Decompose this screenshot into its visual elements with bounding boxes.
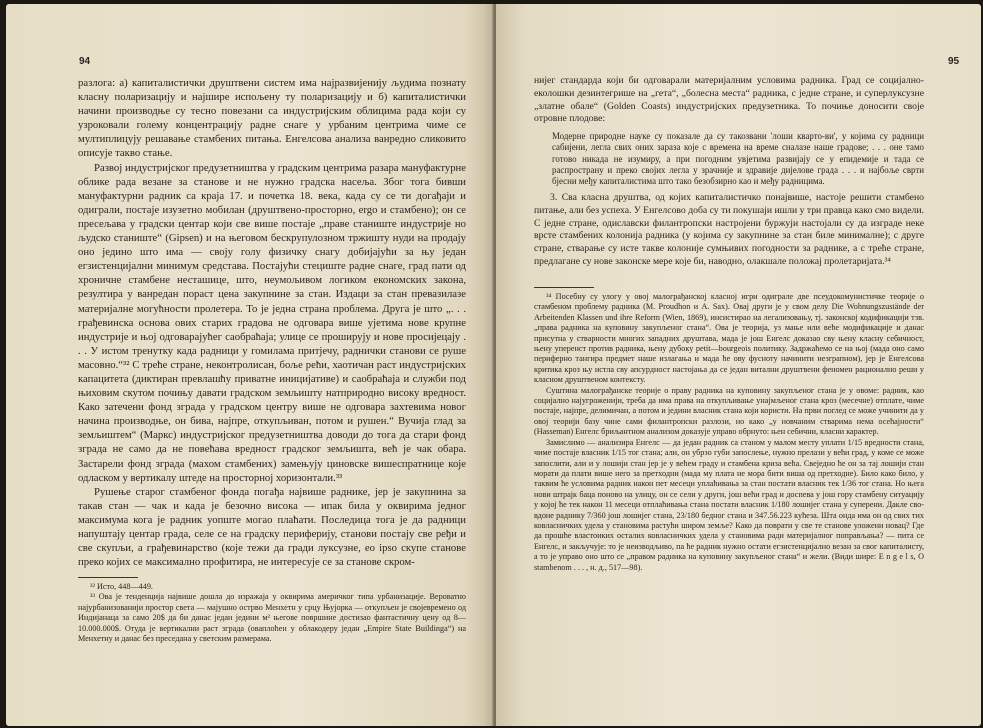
- footnote-divider: [534, 287, 594, 288]
- right-page: [496, 4, 981, 726]
- main-text: [534, 75, 924, 269]
- footnotes: [78, 577, 466, 644]
- footnote: Замислимо — анализира Енгелс — да један радник са станом у малом месту уплати 1/15 вредности стана, чиме постаје власник 1/15 тог стана; али, он убрзо губи запослење, нужно прелази у већи град, у коме се може запослити, али и у лошији стан јер је у већем граду и стамбена криза већа. Свеједно ће он за тај лошији стан морати да плати више него за претходни (мада му плата не мора бити виша од претходне). Било како било, у таквим ће условима радник након пет месеци уплаћивања за стан постати власник тек 1/36 тог стана. Но њега нови штрајк баца поново на улицу, он се сели у други, још већи град и доспева у још гору стамбену ситуацију у којој ће тек након 11 месеци отплаћивања стана постати власник 1/180 лошијег стана у суперени. Дакле сво-вдоне раднику 7/360 још лошијег стана, 23/180 бедног стана и 347.56.223 кућеза. Шта онда има он од свих тих ковласничких удела у становима растући широм земље? Како да поврати у све те станове уложени новац? Где да прошће властоиких осталих ковласничких удела у становима ради материјалног поправљања? — пита се Енгелс, и закључује: то је неизводљиво, па ће радник нужно остати егзистенцијално везан за свог капиталисту, а то је управо оно што се „правом радника на куповину закупљеног стана“ и жели. (Види шире: Е n g e l s, O stambenom . . . , н. д., 517—98).: [534, 437, 924, 572]
- block-quote: Модерне природне науке су показале да су такозвани 'лоши кварто-ви', у којима су радници сабијени, легла свих оних зараза које с времена на време сналазе наше градове; . . . оне тамо готово никада не изумиру, а при погодним увјетима развијају се у епидемије и тада се распространу и преко својих легла у зрачније и здравије дијелове града . . . и најбоље сврти бјесни међу капиталистима што тако безобзирно као и међу радницима.: [552, 131, 924, 186]
- footnote-divider: [78, 577, 138, 578]
- paragraph: нијег стандарда који би одговарали материјалним условима радника. Град се социјално-еколошки дезинтегрише на „гета“, „болесна места“ радника, с једне стране, и суперлуксузне „златне обале“ (Golden Coasts) индустријских предузетника. То почиње доносити своје отровне плодове:: [534, 75, 924, 125]
- page-number: 94: [79, 56, 91, 67]
- main-text: [78, 76, 466, 569]
- paragraph: Развој индустријског предузетништва у градским центрима разара мануфактурне облике рада везане за станове и не нужно градска насеља. Због тога бивши мануфактурни радник са краја 17. и почетка 18. века, када су се ти догађаји и одиграли, постаје изузетно мобилан (друштвено-просторно, ergo и стамбено); он се пресељава у градски центар који све више постаје „праве станиште индустрије но људско станиште“ (Gipsen) и на његовом бескрупулозном тржишту нуди на продају оно једино што има — своју голу физичку снагу добијајући за њу један егзистенцијални минимум средстава. Постајући стециште радне снаге, град пати од хроничне стамбене несташице, што, неумољивом логиком економских закона, резултира у ванредан пораст цена закупнине за стан. Издаци за стан превазилазе материјалне могућности пролетера. То је једна страна проблема. Друга је што „. . . грађевинска основа ових старих градова не одговара више ујетима нове крупне индустрије и њој одговарајућег саобраћаја; улице се проширују и нове просијецају . . . У истом тренутку када радници у гомилама притјечу, раднички станови се руше масовно.“³² С треће стране, неконтролисан, боље рећи, хаотичан раст индустријских капацитета (диктиран превлашћу приватне иницијативе) и саобраћаја и служби под њиховим скутом почињу давати градском земљишту натприродно високу вредност. Како затечени фонд зграда у градском центру више не одговара захтевима новог начина производње, он бива, најпре, откупљиван, потом и рушен.“ Вучија глад за земљиштем“ (Маркс) индустријског предузетништва доводи до тога да стари фонд зграда не само да не повећава вредност градског земљишта, већ је чак обара. Застарели фонд зграда (махом стамбених) замењују циновске вишеспратнице које одласком у вертикалу штеде на просторној хоризонтали.³³: [78, 161, 466, 484]
- page-number: 95: [948, 56, 960, 67]
- footnote: ³³ Ова је тенденција највише дошла до изражаја у оквирима америчког типа урбанизације. Вероватно најурбанизованији простор света — мајушно острво Менхетн у срцу Њујорка — откупљен је својевремено од Индијанаца за само 20$ да би данас један једини м² његове површине достизао фантастичну цену од 8—10.000.000$. Отуда је вертикални раст зграда (оваплоћен у облакодеру један „Empire State Buildinga“) на Менхетну и данас без преседана у светским размерама.: [78, 592, 466, 644]
- footnote: Суштина малограђанске теорије о праву радника на куповину закупљеног стана је у овоме: радник, као социјално најугроженији, треба да има права на откупљивање унајмљеног стана кроз (месечне) отплате, чиме постаје, најпре, делимичан, а потом и једини власник стана који користи. На први поглед се може учинити да у овој теорији бaзу чине сами филантропски разлози, но како „у новчаним стварима нема осећајности“ (Hasseman) Енгелс бриљантном анализом доказује управо обрнуто: њен себични, класни карактер.: [534, 385, 924, 437]
- footnote: ³² Исто, 448—449.: [90, 582, 153, 591]
- paragraph: Рушење старог стамбеног фонда погађа највише раднике, јер је закупнина за такав стан — чак и када је безочно висока — ипак била у оквирима једног максимума кога је радник уопште могао плаћати. Последица тога је да радници напуштају центар града, селе се на градску периферију, станови постају све ређи и све скупљи, а грађевинарство (које тежи да гради луксузне, ео ipso скупе станове преко којих се максимално профитира, не интересује се за станове скром-: [78, 485, 466, 569]
- book-spread: [6, 4, 981, 726]
- paragraph: 3. Сва класна друштва, од којих капиталистичко понајвише, настоје решити стамбено питање, али без успеха. У Енгелсово доба су ти покушаји ишли у три правца како смо видели. С једне стране, одиславски филантропски настројени буржуји настојали су да изграде неке врсте стамбених колонија радника (у којима су закупнине за стан биле минималне); с друге стране, стварање су исте такве колоније сумњивих погодности за раднике, а с треће стране, предлагане су нове законске мере које би, наводно, олакшале положај пролетаријата.³⁴: [534, 192, 924, 268]
- footnotes: [534, 287, 924, 573]
- footnote: ³⁴ Посебну су улогу у овој малограђанској класној игри одиграле две псеудокомунистичке теорије о стамбеном проблему радника (М. Proudhon и А. Sax). Овај други је у свом делу Die Wohnungszustände der Arbeitenden Klassen und ihre Reform (Wien, 1869), инсистирао на легализовању, тј. законској кодификацији тзв. „права радника на куповину закупљеног стана“. Ова је теорија, уз мање или веће модификације и данас присутна у стварности многих западних друштава, мада је још Енгелс доказао сву њену класну себичност, њену уперенст против радника, њену дубоку petit—bourgeois политику. Задржаћемо се на њој (мада оно само периферно тангира предмет наше излагања и мада ће ову фусноту начинити незграпном), јер је Енгелсова критика кроз њу истла сву апсурдност настојања да се један витални друштвени феномен рационално реши у класном друштвеном контексту.: [534, 292, 924, 385]
- left-page: [6, 4, 494, 726]
- paragraph: разлога: а) капиталистички друштвени систем има најразвијенију људима познату класну поларизацију и најшире испољену ту поларизацију и б) капиталистички начини производње су тесно повезани са индустријским облицима рада који су узроковали голему концентрацију радне снаге у урбаним центрима чиме се мултиплицују решавање стамбених питања. Енгелсова анализа ванредно сликовито описује такво стање.: [78, 77, 466, 160]
